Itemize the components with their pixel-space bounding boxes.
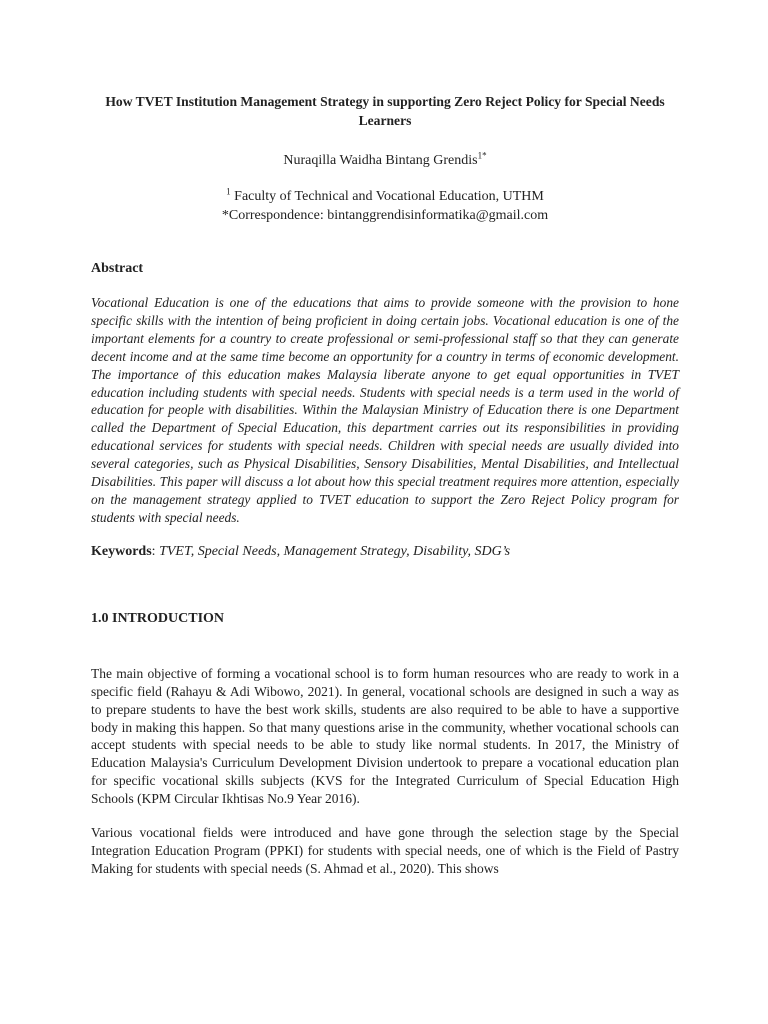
keywords-separator: : — [151, 543, 160, 559]
introduction-paragraph-1: The main objective of forming a vocational school is to form human resources who are ready to work in a specific field (Rahayu & Adi Wibowo, 2021). In general, vocational schools are designed in such a way as to prepare students to have the best work skills, students are also required to be able to have a supportive body in making this happen. So that many questions arise in the community, whether vocational schools can accept students with special needs to be able to study like normal students. In 2017, the Ministry of Education Malaysia's Curriculum Development Division undertook to prepare a vocational education plan for specific vocational skills subjects (KVS for the Integrated Curriculum of Special Education High Schools (KPM Circular Ikhtisas No.9 Year 2016). — [91, 665, 679, 807]
affiliation-text: Faculty of Technical and Vocational Education, UTHM — [234, 189, 544, 204]
affiliation-line — [91, 187, 679, 206]
affiliation-superscript: 1 — [226, 186, 231, 197]
correspondence-line: *Correspondence: bintanggrendisinformatika@gmail.com — [221, 208, 549, 223]
abstract-heading: Abstract — [91, 261, 144, 276]
introduction-paragraph-2: Various vocational fields were introduced and have gone through the selection stage by the Special Integration Education Program (PPKI) for students with special needs, one of which is the Field of Pastry Making for students with special needs (S. Ahmad et al., 2020). This shows — [91, 825, 679, 876]
keywords-label: Keywords — [91, 543, 152, 559]
abstract-text: Vocational Education is one of the educations that aims to provide someone with the provision to hone specific skills with the intention of being proficient in doing certain jobs. Vocational education is one of the important elements for a country to create professional or semi-professional staff so that they can generate decent income and at the same time become an opportunity for a country in terms of economic development. The importance of this education makes Malaysia liberate anyone to get equal opportunities in TVET education including students with special needs. Students with special needs is a term used in the world of education for people with disabilities. Within the Malaysian Ministry of Education there is one Department called the Department of Special Education, this department carries out its responsibilities in providing educational services for students with special needs. Children with special needs are usually divided into several categories, such as Physical Disabilities, Sensory Disabilities, Mental Disabilities, and Intellectual Disabilities. This paper will discuss a lot about how this special treatment requires more attention, especially on the management strategy applied to TVET education to support the Zero Reject Policy program for students with special needs. — [91, 295, 679, 525]
author-line — [91, 152, 679, 170]
author-name: Nuraqilla Waidha Bintang Grendis — [283, 153, 478, 168]
keywords-line — [91, 544, 679, 560]
keywords-values: TVET, Special Needs, Management Strategy, Disability, SDG’s — [159, 543, 511, 559]
affiliation-block — [91, 187, 679, 225]
section-heading-introduction: 1.0 INTRODUCTION — [91, 610, 225, 626]
author-superscript: 1* — [477, 150, 487, 161]
paper-title: How TVET Institution Management Strategy in supporting Zero Reject Policy for Special Needs Learners — [105, 94, 665, 128]
